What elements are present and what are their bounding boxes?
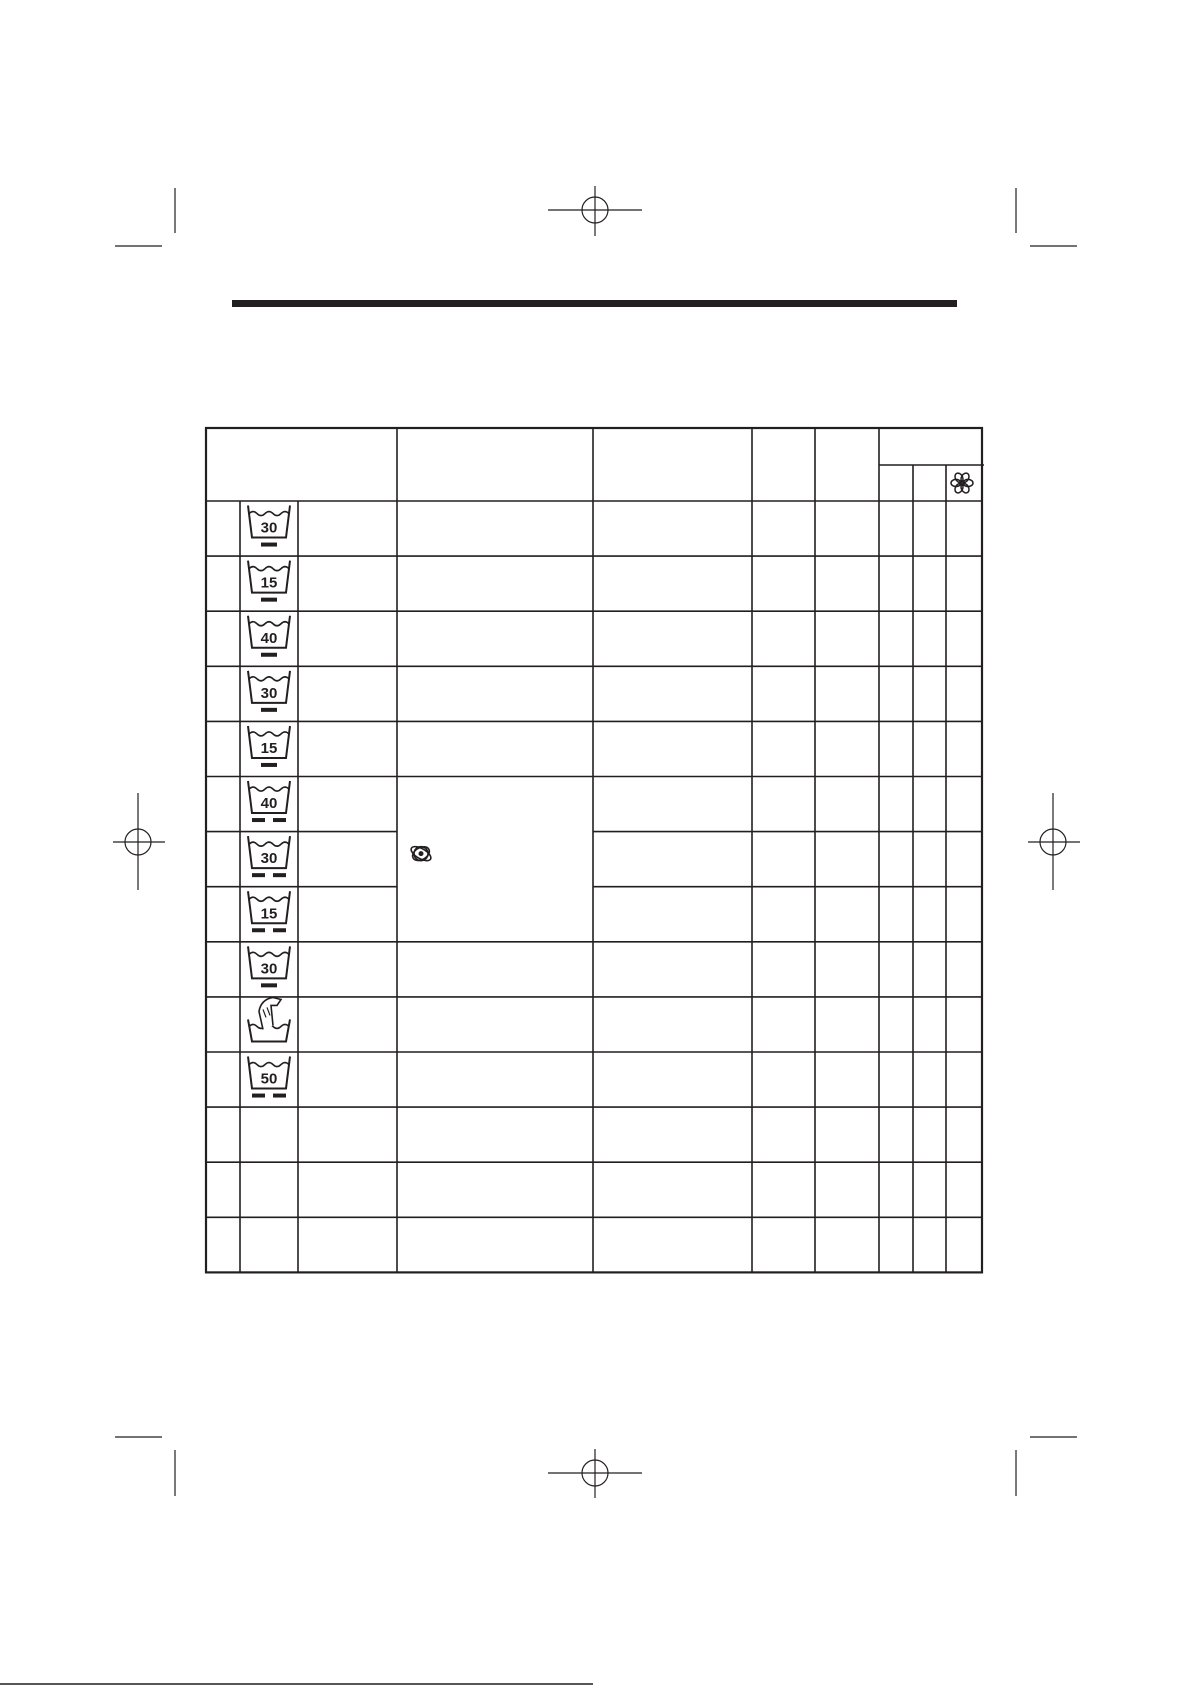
wash-tub-15-two-bar-icon [248, 891, 290, 932]
wash-temperature-label: 40 [260, 629, 278, 647]
wash-tub-30-one-bar-icon [248, 671, 290, 712]
wash-tub-15-one-bar-icon [248, 561, 290, 602]
hand-wash-icon [248, 997, 290, 1041]
wash-tub-30-two-bar-icon [248, 836, 290, 877]
wash-temperature-label: 15 [260, 574, 278, 592]
wash-temperature-label: 15 [260, 739, 278, 757]
wash-temperature-label: 30 [260, 850, 278, 868]
wash-tub-30-one-bar-icon [248, 946, 290, 987]
wash-temperature-label: 50 [260, 1070, 278, 1088]
wash-tub-40-one-bar-icon [248, 616, 290, 657]
wash-temperature-label: 30 [260, 684, 278, 702]
wash-temperature-label: 30 [260, 960, 278, 978]
wash-temperature-label: 15 [260, 905, 278, 923]
table-frame [206, 428, 982, 1272]
woolmark-icon [409, 844, 433, 864]
wash-tub-50-two-bar-icon [248, 1057, 290, 1098]
wash-temperature-label: 40 [260, 795, 278, 813]
wash-temperature-label: 30 [260, 519, 278, 537]
wash-tub-40-two-bar-icon [248, 781, 290, 822]
wash-tub-15-one-bar-icon [248, 726, 290, 767]
flower-icon [951, 472, 973, 495]
wash-tub-30-one-bar-icon [248, 506, 290, 547]
